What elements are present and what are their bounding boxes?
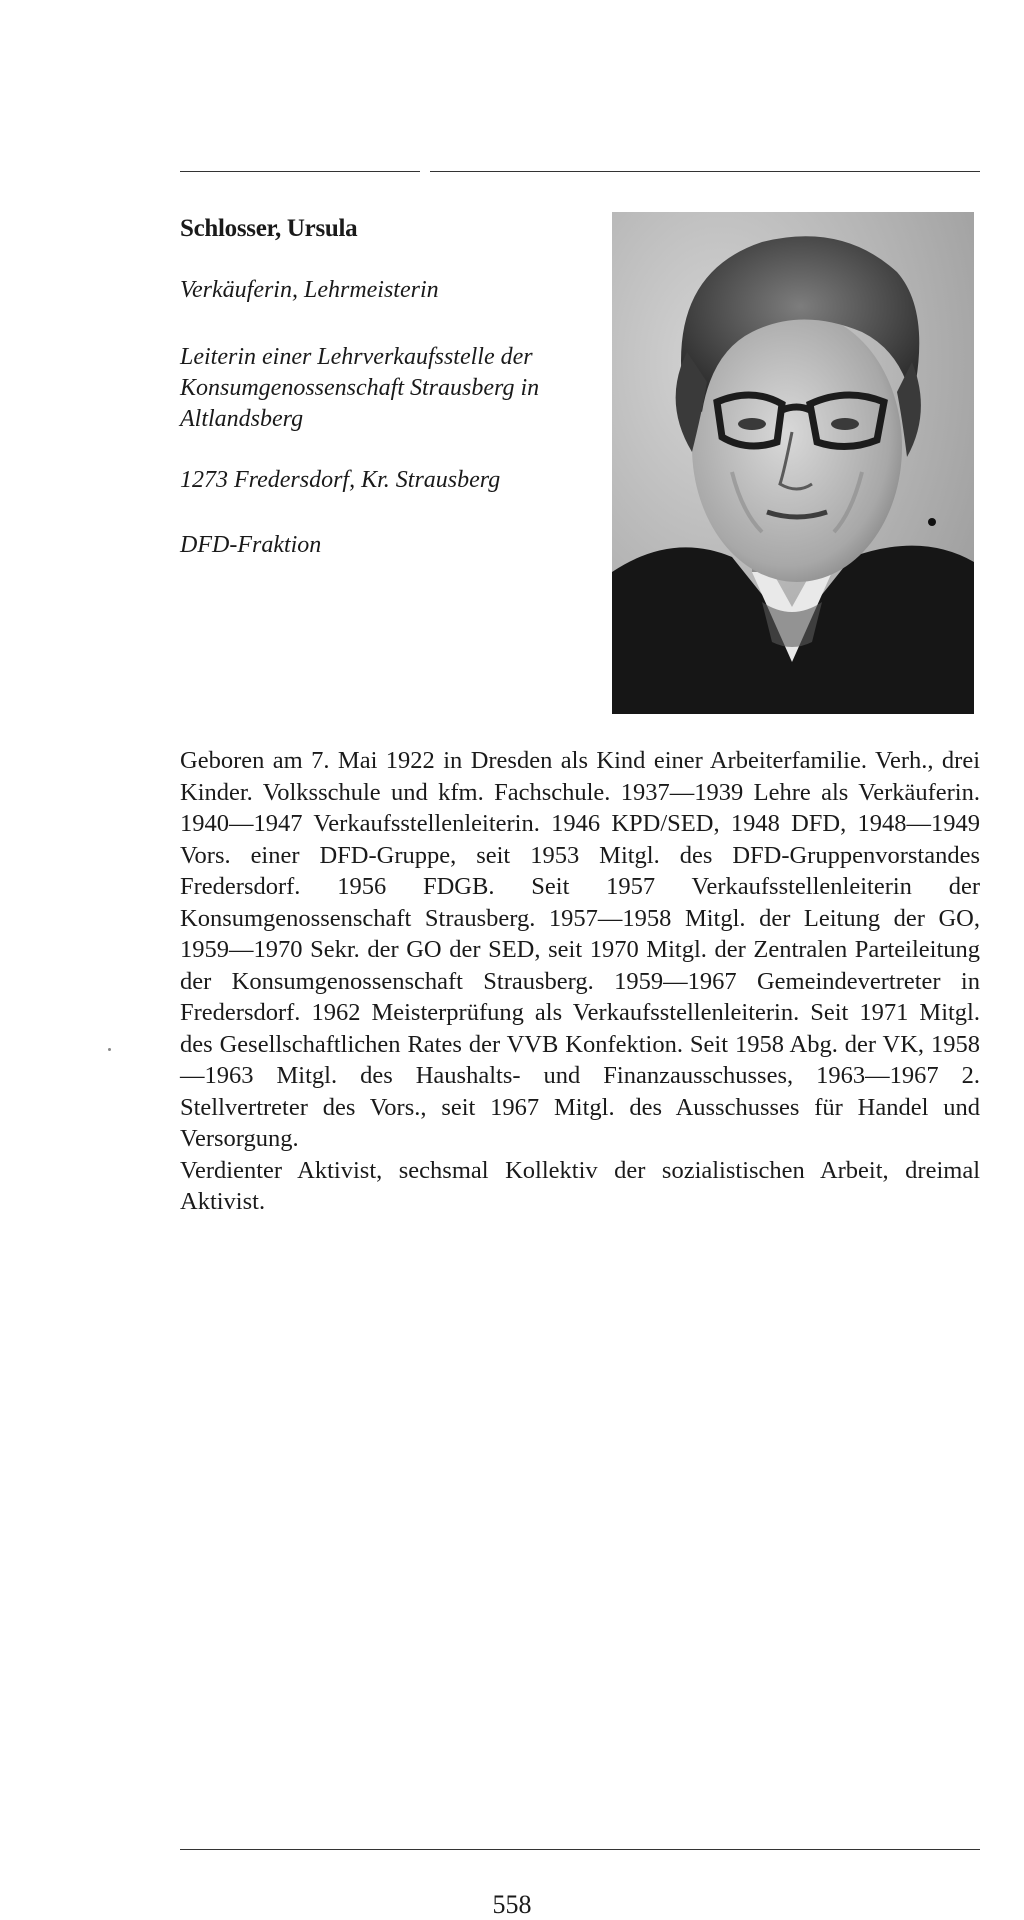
biography-awards: Verdienter Aktivist, sechsmal Kollektiv der sozialistischen Arbeit, dreimal Aktivist.	[180, 1156, 980, 1215]
page-number: 558	[492, 1890, 532, 1919]
biography-main: Geboren am 7. Mai 1922 in Dresden als Kind einer Arbeiterfamilie. Verh., drei Kinder. Volksschule und kfm. Fachschule. 1937—1939 Lehre als Verkäuferin. 1940—1947 Verkaufsstellenleiterin. 1946 KPD/SED, 1948 DFD, 1948—1949 Vors. einer DFD-Gruppe, seit 1953 Mitgl. des DFD-Gruppenvorstandes Fredersdorf. 1956 FDGB. Seit 1957 Verkaufsstellenleiterin der Konsumgenossenschaft Strausberg. 1957—1958 Mitgl. der Leitung der GO, 1959—1970 Sekr. der GO der SED, seit 1970 Mitgl. der Zentralen Parteileitung der Konsumgenossenschaft Strausberg. 1959—1967 Gemeindevertreter in Fredersdorf. 1962 Meisterprüfung als Verkaufsstellenleiterin. Seit 1971 Mitgl. des Gesellschaftlichen Rates der VVB Konfektion. Seit 1958 Abg. der VK, 1958—1963 Mitgl. des Haushalts- und Finanzausschusses, 1963—1967 2. Stellvertreter des Vors., seit 1967 Mitgl. des Ausschusses für Handel und Versorgung.	[180, 747, 980, 1152]
occupation: Verkäuferin, Lehrmeisterin	[180, 277, 439, 303]
person-name: Schlosser, Ursula	[180, 215, 358, 242]
position-title: Leiterin einer Lehrverkaufsstelle der Konsumgenossenschaft Strausberg in Altlandsberg	[180, 344, 540, 432]
address: 1273 Fredersdorf, Kr. Strausberg	[180, 467, 501, 493]
bottom-rule	[180, 1849, 980, 1850]
portrait-photo	[612, 212, 974, 714]
biography	[180, 745, 980, 1218]
top-rule-right	[430, 171, 980, 172]
top-rule-left	[180, 171, 420, 172]
scan-speck	[108, 1048, 111, 1051]
faction: DFD-Fraktion	[180, 532, 322, 558]
